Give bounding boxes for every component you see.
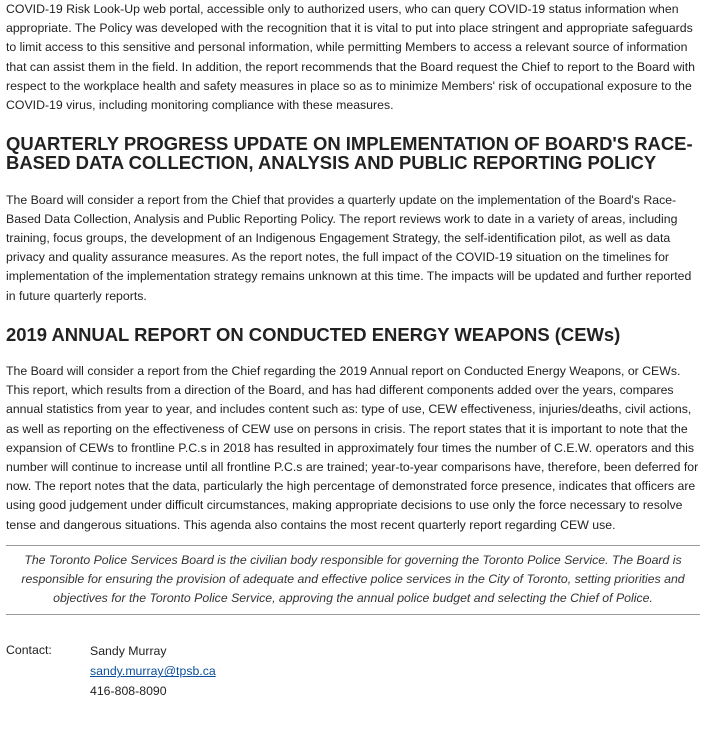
spacer (6, 115, 700, 134)
contact-email-link[interactable]: sandy.murray@tpsb.ca (90, 664, 216, 679)
contact-email-row (90, 661, 216, 681)
contact-block (6, 641, 700, 701)
contact-name: Sandy Murray (90, 644, 167, 659)
section-heading-race-based-data: QUARTERLY PROGRESS UPDATE ON IMPLEMENTATION OF BOARD'S RACE-BASED DATA COLLECTION, ANALYSIS AND PUBLIC REPORTING POLICY (6, 133, 693, 174)
section-body-cew-report: The Board will consider a report from the Chief regarding the 2019 Annual report on Conducted Energy Weapons, or CEWs. This report, which results from a direction of the Board, and has had different components added over the years, compares annual statistics from year to year, and includes content such as: type of use, CEW effectiveness, injuries/deaths, civil actions, as well as reporting on the effectiveness of CEW use on persons in crisis. The report states that it is important to note that the expansion of CEWs to frontline P.C.s in 2018 has resulted in approximately four times the number of C.E.W. operators and this number will continue to increase until all frontline P.C.s are trained; year-to-year comparisons have, therefore, been deferred for now. The report notes that the data, particularly the high percentage of demonstrated force presence, indicates that officers are using good judgement under difficult circumstances, making appropriate decisions to use only the force necessary to resolve tense and dangerous situations. This agenda also contains the most recent quarterly report regarding CEW use. (6, 364, 699, 532)
board-description-box (6, 545, 700, 616)
contact-phone: 416-808-8090 (90, 684, 167, 699)
section-heading-cew-report: 2019 ANNUAL REPORT ON CONDUCTED ENERGY WEAPONS (CEWs) (6, 323, 621, 345)
document-body (6, 0, 700, 701)
spacer (6, 173, 700, 191)
contact-details (90, 641, 216, 701)
board-description-text: The Toronto Police Services Board is the civilian body responsible for governing the Toronto Police Service. The Board is responsible for ensuring the provision of adequate and effective police services in the City of Toronto, setting priorities and objectives for the Toronto Police Service, approving the annual police budget and selecting the Chief of Police. (21, 552, 685, 606)
contact-label: Contact: (6, 643, 52, 658)
spacer (6, 344, 700, 362)
intro-paragraph: COVID-19 Risk Look-Up web portal, accessible only to authorized users, who can query COVID-19 status information when appropriate. The Policy was developed with the recognition that it is vital to put into place stringent and appropriate safeguards to limit access to this sensitive and personal information, while permitting Members to access a relevant source of information that can assist them in the field. In addition, the report recommends that the Board request the Chief to report to the Board with respect to the workplace health and safety measures in place so as to minimize Members' risk of occupational exposure to the COVID-19 virus, including monitoring compliance with these measures. (6, 2, 696, 113)
section-body-race-based-data: The Board will consider a report from the Chief that provides a quarterly update on the implementation of the Board's Race-Based Data Collection, Analysis and Public Reporting Policy. The report reviews work to date in a variety of areas, including training, focus groups, the development of an Indigenous Engagement Strategy, the self-identification pilot, as well as data privacy and quality assurance measures. As the report notes, the full impact of the COVID-19 situation on the timelines for implementation of the implementation strategy remains unknown at this time. The impacts will be updated and further reported in future quarterly reports. (6, 192, 692, 303)
spacer (6, 306, 700, 325)
